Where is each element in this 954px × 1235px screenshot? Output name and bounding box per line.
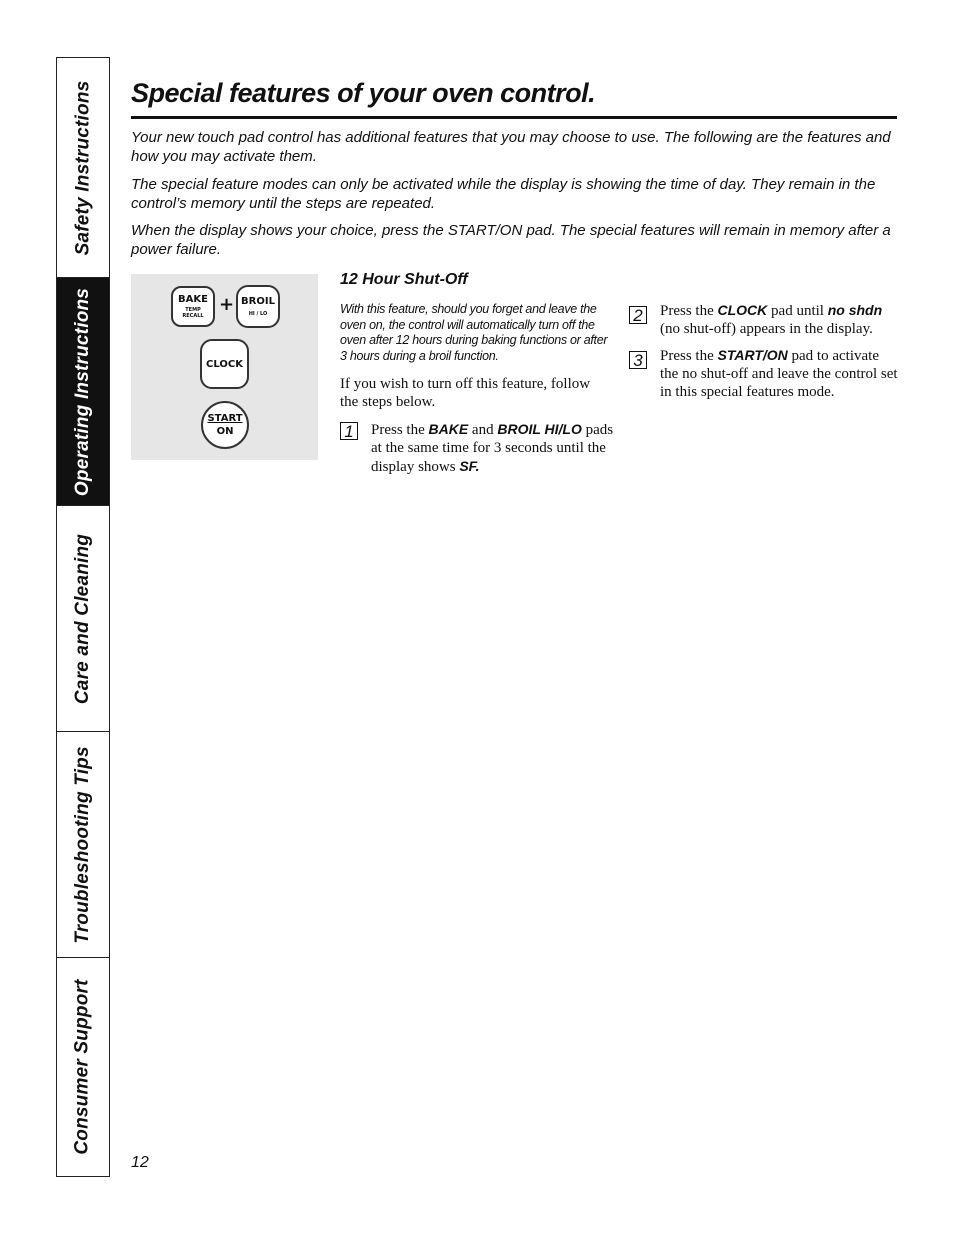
section-sidebar (56, 57, 110, 1177)
broil-pad-sublabel: HI / LO (248, 311, 268, 317)
step-text-part: Press the (660, 303, 718, 319)
feature-heading: 12 Hour Shut-Off (340, 271, 468, 288)
bake-keyword: BAKE (428, 421, 469, 437)
page-number: 12 (131, 1154, 149, 1171)
control-pad-illustration (131, 274, 318, 460)
broil-pad-label: BROIL (241, 296, 275, 307)
step-text-part: and (468, 422, 498, 438)
clock-keyword: CLOCK (717, 302, 768, 318)
broil-keyword: BROIL HI/LO (497, 421, 582, 437)
step-number: 2 (629, 306, 647, 324)
feature-instructions: If you wish to turn off this feature, follow the steps below. (340, 376, 591, 410)
step-text (660, 346, 900, 401)
intro-paragraph-3: When the display shows your choice, press the START/ON pad. The special features will remain in memory after a power failure. (131, 222, 891, 258)
bake-pad-sublabel: TEMP RECALL (182, 307, 204, 319)
step-number: 3 (629, 351, 647, 369)
start-on-keyword: START/ON (717, 347, 788, 363)
step-text-part: Press the (660, 348, 718, 364)
step-number: 1 (340, 422, 358, 440)
page-title: Special features of your oven control. (131, 78, 897, 119)
step-text-part: pad to activate the no shut-off and leave the control set in this special features mode. (660, 348, 898, 400)
step-text-part: pad until (767, 303, 828, 319)
tab-label: Care and Cleaning (72, 533, 93, 704)
tab-label: Safety Instructions (72, 80, 93, 255)
start-pad-label: START (207, 413, 243, 424)
sf-keyword: SF. (459, 458, 480, 474)
tab-label: Consumer Support (72, 979, 94, 1155)
broil-pad (236, 285, 280, 328)
intro-paragraph-1: Your new touch pad control has additional features that you may choose to use. The following are the features and how you may activate them. (131, 129, 891, 165)
tab-care-and-cleaning[interactable] (57, 506, 109, 732)
step-text (660, 301, 900, 338)
step-text-part: pads at the same time for 3 seconds until the display shows (371, 422, 614, 475)
tab-troubleshooting-tips[interactable] (57, 732, 109, 958)
bake-pad (171, 286, 215, 327)
tab-safety-instructions[interactable] (57, 58, 109, 278)
tab-operating-instructions[interactable] (57, 278, 109, 506)
start-on-pad (201, 401, 249, 449)
step-text (371, 420, 615, 476)
no-shdn-keyword: no shdn (827, 302, 883, 318)
tab-consumer-support[interactable] (57, 958, 109, 1176)
feature-description: With this feature, should you forget and leave the oven on, the control will automatically turn off the oven after 12 hours during baking functions or after 3 hours during a broil function. (340, 302, 608, 363)
step-text-part: Press the (371, 422, 429, 438)
clock-pad (200, 339, 249, 389)
clock-pad-label: CLOCK (206, 358, 243, 370)
plus-sign: + (219, 294, 235, 315)
tab-label: Troubleshooting Tips (72, 745, 93, 944)
bake-pad-label: BAKE (178, 294, 208, 305)
on-pad-label: ON (216, 426, 234, 437)
intro-paragraph-2: The special feature modes can only be activated while the display is showing the time of day. They remain in the control’s memory until the steps are repeated. (131, 176, 876, 212)
tab-label: Operating Instructions (72, 287, 94, 496)
step-text-part: (no shut-off) appears in the display. (660, 321, 873, 337)
